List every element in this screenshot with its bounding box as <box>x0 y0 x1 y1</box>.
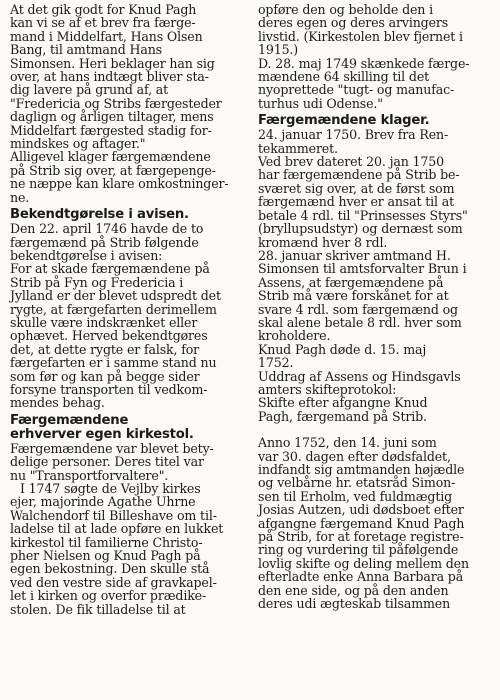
announcement-paragraph-text: For at skade færgemændene på Strib på Fyn og Fredericia i Jylland er der blevet udspredt det rygte, at færgefarten derimellem skulle være indskrænket eller ophævet. Herved bekendtgøres det, at dette rygte er falsk, for færgefarten er i samme stand nu som før og kan på begge sider forsyne transporten til vedkom- mendes behag. <box>10 261 221 411</box>
probate-intro-paragraph: Uddrag af Assens og Hindsgavls amters skifteprotokol: <box>258 368 461 397</box>
pew-paragraph-request: I 1747 søgte de Vejlby kirkes ejer, majorinde Agathe Uhrne Walchendorf til Billeshave om til- ladelse til at lade opføre en lukket kirkestol til familierne Christo- pher Nielsen og Knud Pagh på egen bekostning. Den skulle stå ved den vestre side af gravkapel- let i kirken og overfor prædike- stolen. De fik tilladelse til at <box>10 481 224 617</box>
intro-paragraph: At det gik godt for Knud Pagh kan vi se af et brev fra færge- mand i Middelfart, Hans Olsen Bang, til amtmand Hans Simonsen. Heri beklager han sig over, at hans indtægt bliver sta- dig lavere på grund af, at "Fredericia og Stribs færgesteder daglign og årligen tiltager, mens Middelfart færgested stadig for- mindskes og aftager." <box>10 2 222 152</box>
left-column <box>10 3 248 616</box>
pew-continued-paragraph: opføre den og beholde den i deres egen og deres arvingers livstid. (Kirkestolen blev fjernet i 1915.) <box>258 2 463 58</box>
announcement-paragraph-intro: Den 22. april 1746 havde de to færgemænd på Strib følgende bekendtgørelse i avisen: <box>10 221 204 263</box>
heading-complaints: Færgemændene klager. <box>258 113 430 129</box>
heading-church-pew: Færgemændene erhverver egen kirkestol. <box>10 412 194 442</box>
complaints-paragraph-response: 28. januar skriver amtmand H. Simonsen til amtsforvalter Brun i Assens, at færgemændene på Strib må være forskånet for at svare 4 rdl. som færgemænd og skal alene betale 8 rdl. hver som kroholdere. <box>258 247 467 344</box>
complaints-paragraph-letter: Ved brev dateret 20. jan 1750 har færgemændene på Strib be- sværet sig over, at de først som færgemænd hver er ansat til at betale 4 rdl. til "Prinsesses Styrs" (bryllupsudstyr) og dernæst som kromænd hver 8 rdl. <box>258 154 468 250</box>
probate-quote: Skifte efter afgangne Knud Pagh, færgemand på Strib. <box>258 395 428 424</box>
paragraph-1749-donation: D. 28. maj 1749 skænkede færge- mændene 64 skilling til det nyoprettede "tugt- og manufac- turhus udi Odense." <box>258 55 470 111</box>
death-paragraph: Knud Pagh døde d. 15. maj 1752. <box>258 341 427 371</box>
right-column <box>258 3 494 610</box>
pew-paragraph-titles: Færgemændene var blevet bety- delige personer. Deres titel var nu "Transportforvaltere". <box>10 440 214 483</box>
final-paragraph: Anno 1752, den 14. juni som var 30. dagen efter dødsfaldet, indfandt sig amtmanden højædle og velbårne hr. etatsråd Simon- sen til Erholm, ved fuldmægtig Josias Autzen, udi dødsboet efter afgangne færgemand Knud Pagh på Strib, for at foretage registre- ring og vurdering til påfølgende lovlig skifte og deling mellem den efterladte enke Anna Barbara på den ene side, og på den anden deres udi ægteskab tilsammen <box>258 435 469 612</box>
complaints-paragraph-date: 24. januar 1750. Brev fra Ren- tekammeret. <box>258 127 449 156</box>
heading-announcement: Bekendtgørelse i avisen. <box>10 207 189 223</box>
paragraph-complaint: Alligevel klager færgemændene på Strib sig over, at færgepenge- ne næppe kan klare omkostninger- ne. <box>10 149 229 205</box>
